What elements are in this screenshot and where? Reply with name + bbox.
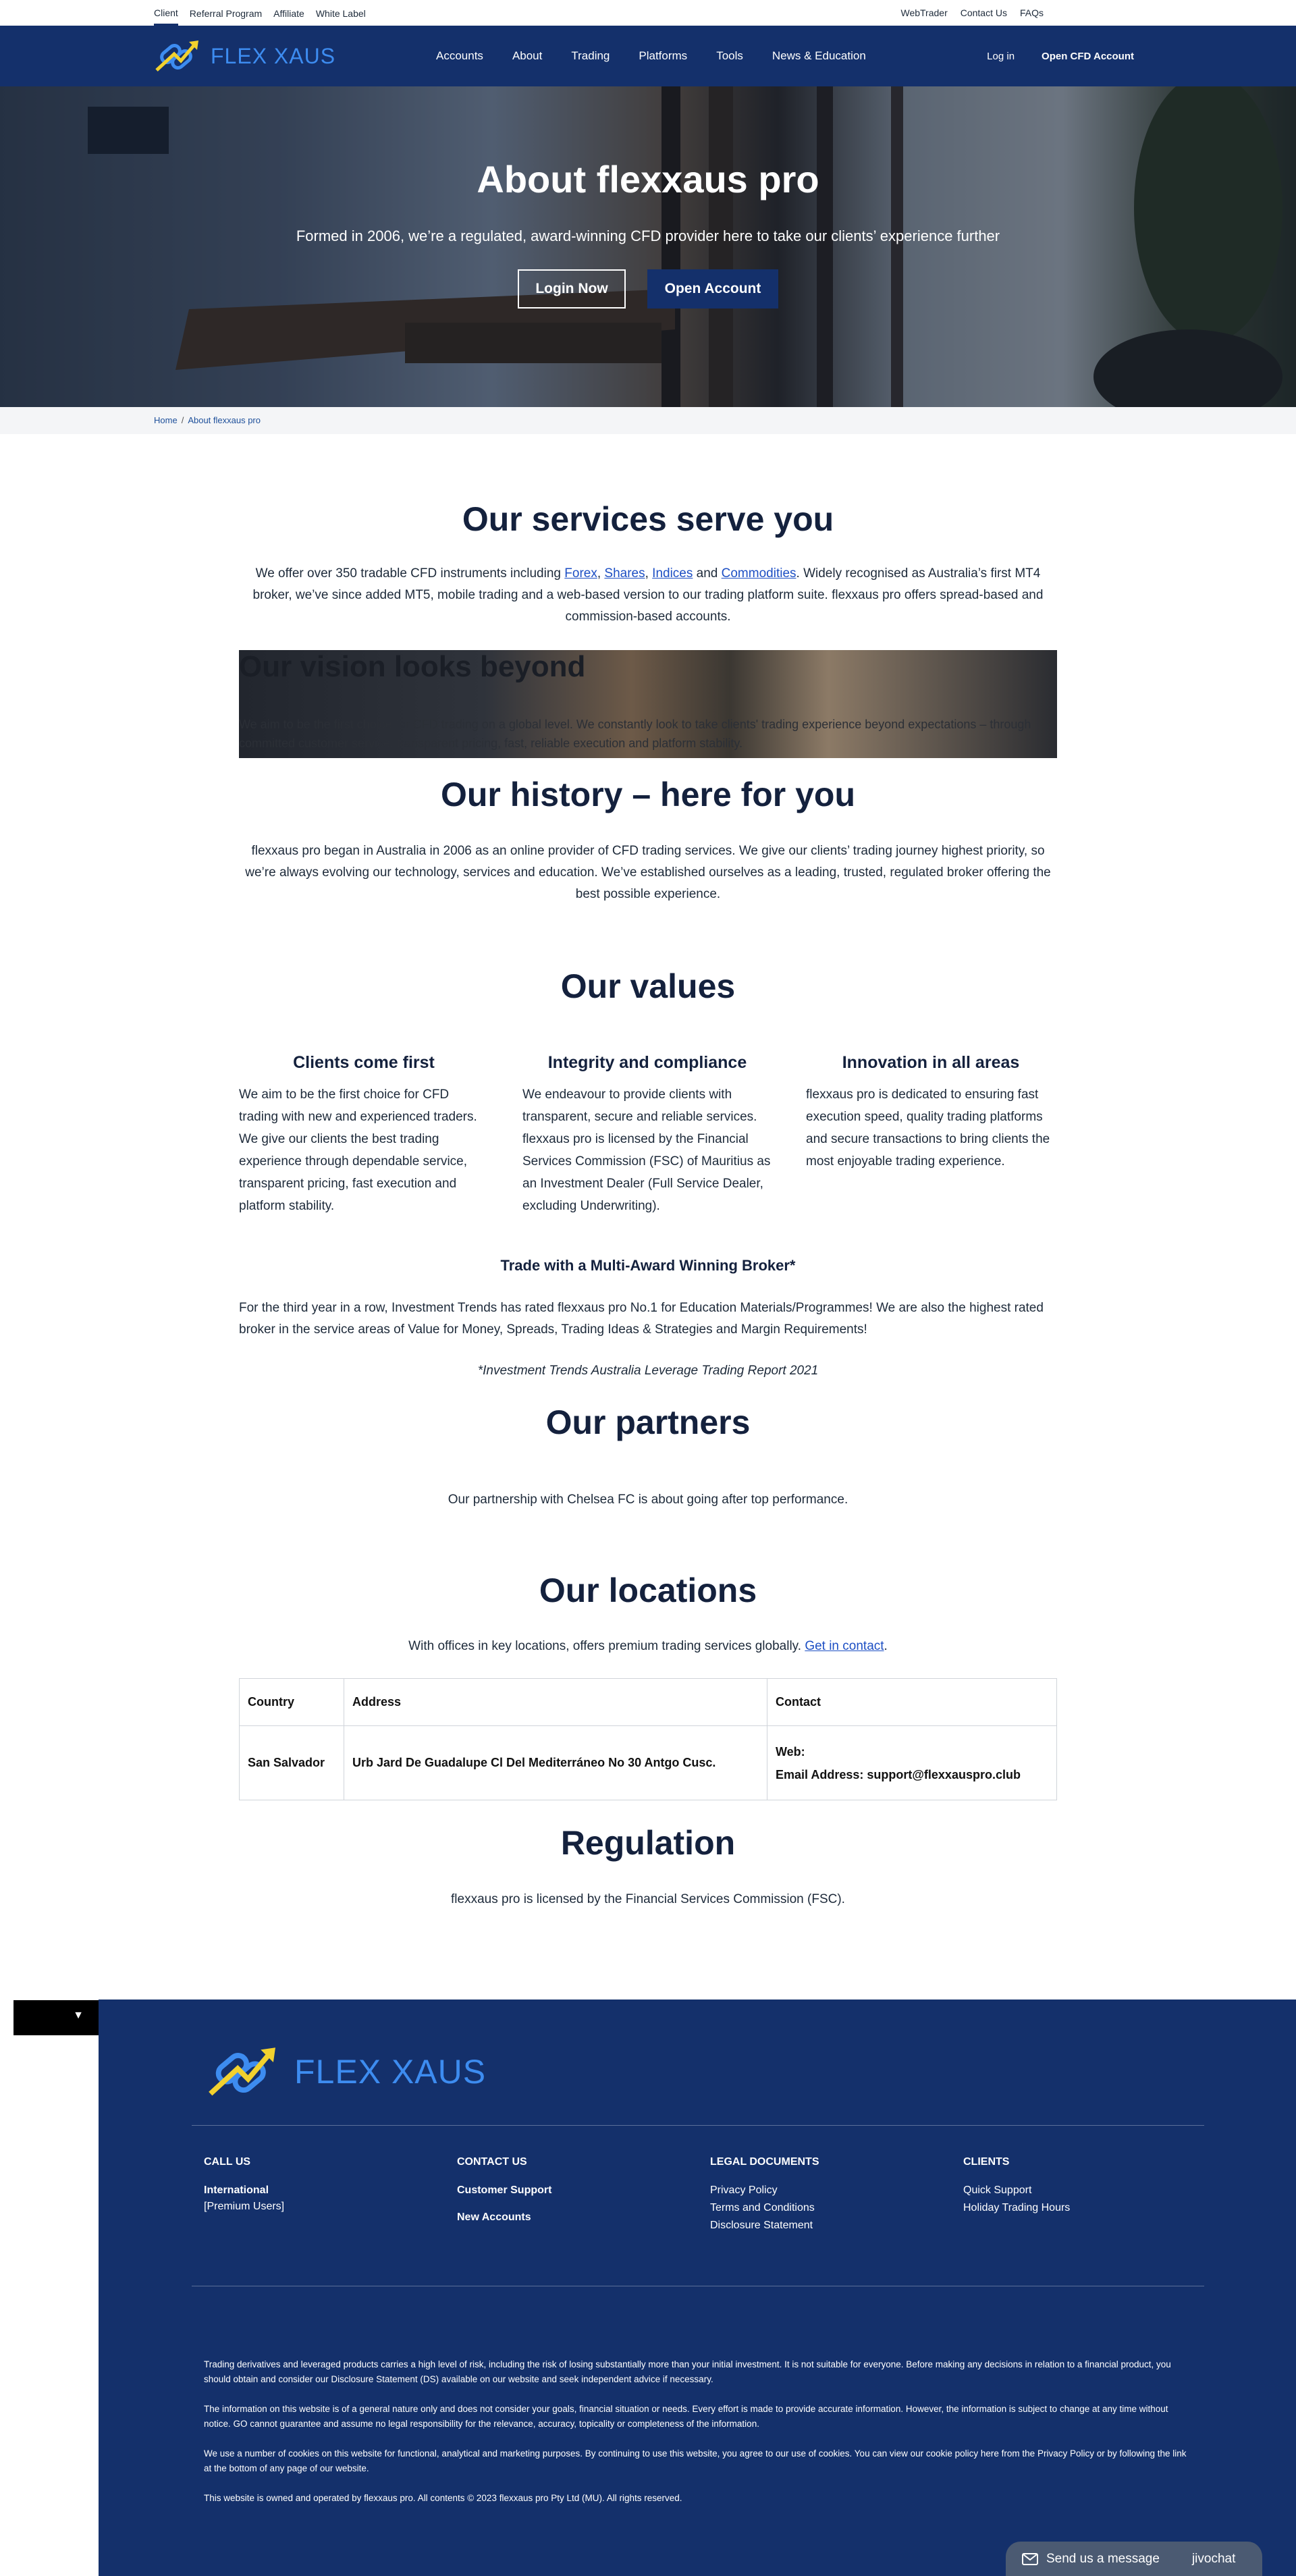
nav-trading[interactable]: Trading <box>571 49 610 62</box>
cookie-notice: We use a number of cookies on this website for functional, analytical and marketing purposes. By continuing to use this website, you agree to our use of cookies. You can view our cookie policy here from the Privacy Policy or by following the link at the bottom of any page of our website. <box>204 2448 1187 2473</box>
site-logo[interactable] <box>154 36 335 76</box>
open-account-button[interactable]: Open Account <box>647 269 778 308</box>
value-card <box>522 1053 772 1217</box>
breadcrumb-current: About flexxaus pro <box>188 415 261 425</box>
regulation-title: Regulation <box>560 1824 736 1862</box>
risk-warning: Trading derivatives and leveraged products carries a high level of risk, including the risk of losing substantially more than your initial investment. It is not suitable for everyone. Before making any decisions in relation to a financial product, you should obtain and consider our Disclosure Statement (DS) available on our website and seek independent advice if necessary. <box>204 2359 1171 2384</box>
breadcrumb <box>0 407 1296 434</box>
footer-heading: CLIENTS <box>963 2156 1010 2168</box>
holiday-trading-hours-link[interactable]: Holiday Trading Hours <box>963 2202 1071 2213</box>
locations-text: With offices in key locations, offers premium trading services globally. Get in contact. <box>408 1639 888 1653</box>
vision-text: We aim to be the first choice for CFD trading on a global level. We constantly look to take clients' trading experience beyond expectations – through committed customer service, transparent pricing, fast, reliable execution and platform stability. <box>239 718 1031 750</box>
history-text: flexxaus pro began in Australia in 2006 as an online provider of CFD trading services. We give our clients’ trading journey highest priority, so we’re always evolving our technology, services and education. We’ve established ourselves as a leading, trusted, regulated broker offering the best possible experience. <box>245 844 1051 901</box>
nav-tools[interactable]: Tools <box>716 49 743 62</box>
main-navigation <box>0 26 1296 86</box>
address-cell: Urb Jard De Guadalupe Cl Del Mediterráneo No 30 Antgo Cusc. <box>344 1726 767 1800</box>
chevron-down-icon: ▼ <box>73 2010 84 2021</box>
hero-banner <box>0 86 1296 407</box>
webtrader-link[interactable]: WebTrader <box>900 7 948 18</box>
footer-legal-documents <box>710 2156 963 2237</box>
login-now-button[interactable]: Login Now <box>518 269 626 308</box>
value-title: Innovation in all areas <box>842 1053 1020 1072</box>
chat-widget[interactable] <box>1006 2542 1262 2576</box>
language-selector[interactable] <box>14 2000 99 2035</box>
international-label: International <box>204 2184 269 2196</box>
referral-program-link[interactable]: Referral Program <box>189 8 263 19</box>
hero-title: About flexxaus pro <box>477 158 819 200</box>
copyright-notice: This website is owned and operated by flexxaus pro. All contents © 2023 flexxaus pro Pty Ltd (MU). All rights reserved. <box>204 2493 682 2503</box>
column-header-country: Country <box>240 1679 344 1726</box>
values-grid <box>239 1053 1057 1217</box>
value-title: Clients come first <box>293 1053 435 1072</box>
column-header-address: Address <box>344 1679 767 1726</box>
chat-brand: jivochat <box>1191 2551 1236 2566</box>
vision-title: Our vision looks beyond <box>239 650 586 683</box>
table-header-row <box>240 1679 1057 1726</box>
indices-link[interactable]: Indices <box>652 566 693 581</box>
hero-subtitle: Formed in 2006, we’re a regulated, award-winning CFD provider here to take our clients’ experience further <box>296 227 1000 244</box>
nav-about[interactable]: About <box>512 49 543 62</box>
country-cell: San Salvador <box>240 1726 344 1800</box>
premium-users-label: [Premium Users] <box>204 2201 285 2212</box>
logo-wordmark: FLEX XAUS <box>211 43 336 68</box>
services-text: We offer over 350 tradable CFD instruments including Forex, Shares, Indices and Commodities. Widely recognised as Australia’s first MT4 broker, we’ve since added MT5, mobile trading and a web-based version to our trading platform suite. flexxaus pro offers spread-based and commission-based accounts. <box>252 566 1044 624</box>
quick-support-link[interactable]: Quick Support <box>963 2184 1032 2196</box>
value-text: We endeavour to provide clients with transparent, secure and reliable services. flexxaus pro is licensed by the Financial Services Commission (FSC) of Mauritius as an Investment Dealer (Full Service Dealer, excluding Underwriting). <box>522 1088 771 1213</box>
regulation-text: flexxaus pro is licensed by the Financial Services Commission (FSC). <box>451 1892 845 1906</box>
footer-logo[interactable] <box>205 2041 486 2102</box>
column-header-contact: Contact <box>767 1679 1057 1726</box>
vision-section <box>239 650 1057 758</box>
nav-accounts[interactable]: Accounts <box>436 49 483 62</box>
values-title: Our values <box>560 967 736 1005</box>
white-label-link[interactable]: White Label <box>315 8 366 19</box>
partners-title: Our partners <box>545 1403 751 1441</box>
nav-account-actions <box>987 26 1134 86</box>
login-link[interactable]: Log in <box>987 50 1015 62</box>
footer-heading: CALL US <box>204 2156 251 2168</box>
utility-bar <box>0 0 1296 26</box>
logo-icon <box>154 36 204 76</box>
footer-heading: CONTACT US <box>457 2156 527 2168</box>
breadcrumb-separator: / <box>181 415 184 425</box>
utility-left-links <box>154 0 366 26</box>
value-card <box>806 1053 1056 1217</box>
breadcrumb-home[interactable]: Home <box>154 415 178 425</box>
get-in-contact-link[interactable]: Get in contact <box>805 1639 884 1653</box>
footer <box>99 2000 1296 2576</box>
partners-text: Our partnership with Chelsea FC is about going after top performance. <box>448 1493 848 1507</box>
footer-contact-us <box>457 2156 710 2237</box>
contact-cell <box>767 1726 1057 1800</box>
footer-call-us <box>204 2156 457 2237</box>
client-link[interactable]: Client <box>154 1 178 26</box>
footer-disclaimers <box>204 2357 1196 2521</box>
footer-clients <box>963 2156 1216 2237</box>
history-title: Our history – here for you <box>440 776 855 813</box>
value-title: Integrity and compliance <box>547 1053 747 1072</box>
envelope-icon <box>1022 2553 1038 2565</box>
hero-overlay <box>0 86 1296 407</box>
general-information-notice: The information on this website is of a general nature only and does not consider your goals, financial situation or needs. Every effort is made to provide accurate information. However, the information is subject to change at any time without notice. GO cannot guarantee and assume no legal responsibility for the relevance, accuracy, topicality or completeness of the information. <box>204 2404 1168 2429</box>
footer-heading: LEGAL DOCUMENTS <box>710 2156 819 2168</box>
services-title: Our services serve you <box>462 500 834 538</box>
award-title: Trade with a Multi-Award Winning Broker* <box>500 1257 796 1274</box>
nav-news-education[interactable]: News & Education <box>772 49 866 62</box>
value-text: flexxaus pro is dedicated to ensuring fast execution speed, quality trading platforms and secure transactions to bring clients the most enjoyable trading experience. <box>806 1088 1050 1169</box>
locations-table <box>239 1678 1057 1800</box>
affiliate-link[interactable]: Affiliate <box>273 8 304 19</box>
terms-conditions-link[interactable]: Terms and Conditions <box>710 2202 815 2213</box>
customer-support-label: Customer Support <box>457 2184 552 2196</box>
nav-menu <box>436 26 866 86</box>
email-address: Email Address: support@flexxauspro.club <box>776 1767 1021 1781</box>
chat-label: Send us a message <box>1046 2551 1160 2566</box>
utility-right-links <box>900 0 1044 26</box>
faqs-link[interactable]: FAQs <box>1019 7 1044 18</box>
logo-wordmark: FLEX XAUS <box>294 2053 487 2091</box>
table-row <box>240 1726 1057 1800</box>
award-footnote: *Investment Trends Australia Leverage Trading Report 2021 <box>477 1364 819 1378</box>
shares-link[interactable]: Shares <box>604 566 645 581</box>
web-label: Web: <box>776 1744 805 1759</box>
award-text: For the third year in a row, Investment Trends has rated flexxaus pro No.1 for Education Materials/Programmes! We are also the highest rated broker in the service areas of Value for Money, Spreads, Trading Ideas & Strategies and Margin Requirements! <box>239 1301 1044 1337</box>
value-card <box>239 1053 489 1217</box>
contact-us-link[interactable]: Contact Us <box>960 7 1007 18</box>
commodities-link[interactable]: Commodities <box>721 566 796 581</box>
hero-buttons <box>0 269 1296 308</box>
logo-icon <box>205 2041 285 2102</box>
locations-title: Our locations <box>539 1572 757 1609</box>
new-accounts-label: New Accounts <box>457 2211 531 2223</box>
value-text: We aim to be the first choice for CFD trading with new and experienced traders. We give our clients the best trading experience through dependable service, transparent pricing, fast execution and platform stability. <box>239 1088 477 1213</box>
nav-platforms[interactable]: Platforms <box>639 49 688 62</box>
forex-link[interactable]: Forex <box>564 566 597 581</box>
open-cfd-account-button[interactable]: Open CFD Account <box>1042 50 1134 62</box>
privacy-policy-link[interactable]: Privacy Policy <box>710 2184 778 2196</box>
footer-divider <box>192 2125 1204 2126</box>
disclosure-statement-link[interactable]: Disclosure Statement <box>710 2220 813 2231</box>
footer-columns <box>204 2156 1216 2237</box>
